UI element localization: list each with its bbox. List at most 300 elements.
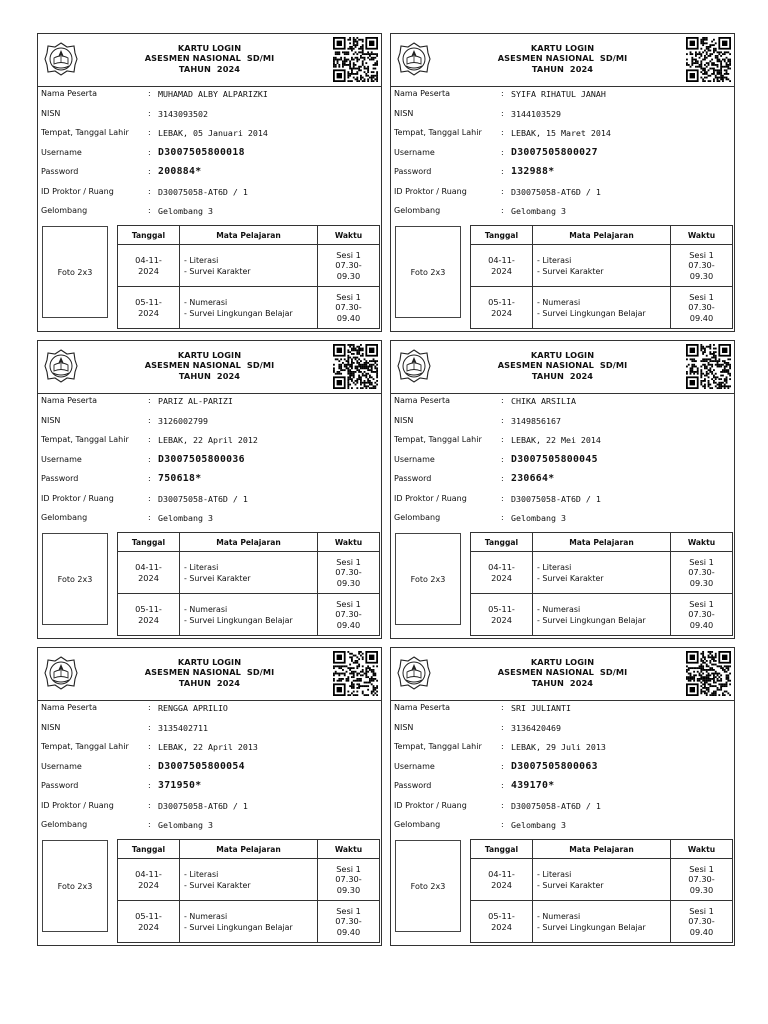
mapel-line: - Literasi: [537, 562, 572, 572]
label-nama: Nama Peserta: [41, 703, 98, 712]
schedule-row: [118, 859, 380, 901]
header-tanggal: Tanggal: [118, 226, 180, 245]
separator: :: [148, 186, 151, 196]
header-tanggal: Tanggal: [118, 840, 180, 859]
photo-placeholder: [42, 533, 108, 625]
label-ttl: Tempat, Tanggal Lahir: [41, 742, 129, 751]
waktu-line: 09.30: [336, 270, 361, 281]
value-nisn: 3136420469: [511, 722, 561, 733]
label-gelombang: Gelombang: [394, 513, 441, 522]
value-gelombang: Gelombang 3: [511, 820, 566, 830]
card-title: [38, 657, 381, 688]
login-card: [37, 33, 382, 332]
photo-label: Foto 2x3: [57, 267, 93, 277]
card-header: [38, 648, 381, 701]
cell-waktu: [318, 901, 380, 943]
title-line-3: TAHUN 2024: [178, 63, 241, 74]
card-title: [38, 43, 381, 74]
value-proktor: D30075058-AT6D / 1: [511, 493, 601, 504]
schedule-row: [471, 594, 733, 636]
waktu-line: 07.30-: [688, 874, 715, 885]
mapel-line: - Survei Lingkungan Belajar: [184, 308, 293, 318]
waktu-line: 09.40: [336, 619, 361, 630]
label-ttl: Tempat, Tanggal Lahir: [394, 128, 482, 137]
mapel-line: - Literasi: [184, 869, 219, 879]
label-gelombang: Gelombang: [41, 206, 88, 215]
separator: :: [148, 800, 151, 810]
waktu-line: Sesi 1: [336, 598, 361, 609]
separator: :: [501, 474, 504, 483]
login-card: [390, 33, 735, 332]
separator: :: [148, 781, 151, 790]
header-mapel: Mata Pelajaran: [533, 226, 671, 245]
mapel-line: - Survei Lingkungan Belajar: [537, 922, 646, 932]
title-line-1: KARTU LOGIN: [530, 43, 595, 53]
schedule-header-row: [118, 226, 380, 245]
label-password: Password: [41, 167, 79, 176]
cell-mapel: [533, 594, 671, 636]
mapel-line: - Literasi: [537, 869, 572, 879]
separator: :: [148, 493, 151, 503]
label-proktor: ID Proktor / Ruang: [394, 800, 467, 810]
label-username: Username: [41, 454, 82, 464]
waktu-line: 07.30-: [688, 302, 715, 313]
separator: :: [501, 435, 504, 444]
cell-mapel: [180, 552, 318, 594]
schedule-table: [470, 839, 733, 943]
waktu-line: Sesi 1: [689, 863, 714, 874]
qr-code-icon: [333, 344, 378, 389]
title-line-1: KARTU LOGIN: [530, 657, 595, 667]
label-nama: Nama Peserta: [394, 703, 451, 712]
label-ttl: Tempat, Tanggal Lahir: [394, 435, 482, 444]
title-line-2: ASESMEN NASIONAL SD/MI: [144, 53, 275, 64]
separator: :: [501, 761, 504, 771]
tanggal-line: 2024: [491, 265, 512, 276]
cell-waktu: [671, 859, 733, 901]
tanggal-line: 2024: [491, 572, 512, 583]
photo-label: Foto 2x3: [410, 267, 446, 277]
title-line-2: ASESMEN NASIONAL SD/MI: [497, 360, 628, 371]
value-password: 371950*: [158, 780, 202, 791]
tanggal-line: 05-11-: [135, 296, 162, 307]
header-mapel: Mata Pelajaran: [180, 533, 318, 552]
cell-waktu: [318, 287, 380, 329]
schedule-table: [117, 225, 380, 329]
value-nisn: 3149856167: [511, 415, 561, 426]
waktu-line: 07.30-: [335, 302, 362, 313]
label-nisn: NISN: [41, 108, 61, 118]
cell-tanggal: [118, 287, 180, 329]
qr-code-icon: [333, 651, 378, 696]
value-nama: CHIKA ARSILIA: [511, 396, 576, 406]
qr-code-icon: [333, 37, 378, 82]
cell-mapel: [180, 594, 318, 636]
separator: :: [148, 167, 151, 176]
waktu-line: 07.30-: [335, 874, 362, 885]
waktu-line: 09.40: [336, 926, 361, 937]
mapel-line: - Numerasi: [184, 297, 228, 307]
cell-mapel: [180, 245, 318, 287]
mapel-line: - Survei Lingkungan Belajar: [184, 922, 293, 932]
header-waktu: Waktu: [318, 840, 380, 859]
separator: :: [501, 493, 504, 503]
value-proktor: D30075058-AT6D / 1: [511, 800, 601, 811]
schedule-row: [471, 552, 733, 594]
label-nisn: NISN: [41, 722, 61, 732]
schedule-row: [118, 594, 380, 636]
schedule-row: [118, 287, 380, 329]
tanggal-line: 2024: [491, 921, 512, 932]
tanggal-line: 2024: [491, 307, 512, 318]
tanggal-line: 05-11-: [135, 603, 162, 614]
waktu-line: 07.30-: [688, 567, 715, 578]
value-username: D3007505800027: [511, 146, 598, 158]
waktu-line: 09.40: [336, 312, 361, 323]
waktu-line: Sesi 1: [336, 863, 361, 874]
label-gelombang: Gelombang: [394, 820, 441, 829]
schedule-header-row: [471, 840, 733, 859]
photo-label: Foto 2x3: [57, 574, 93, 584]
qr-code-icon: [686, 651, 731, 696]
mapel-line: - Survei Karakter: [537, 880, 604, 890]
waktu-line: Sesi 1: [689, 905, 714, 916]
cell-tanggal: [118, 245, 180, 287]
mapel-line: - Numerasi: [537, 604, 581, 614]
value-gelombang: Gelombang 3: [158, 206, 213, 216]
cell-waktu: [318, 594, 380, 636]
waktu-line: 07.30-: [335, 260, 362, 271]
separator: :: [148, 435, 151, 444]
value-password: 200884*: [158, 166, 202, 177]
separator: :: [148, 128, 151, 137]
card-title: [391, 657, 734, 688]
mapel-line: - Survei Karakter: [537, 573, 604, 583]
waktu-line: 09.30: [689, 577, 714, 588]
header-mapel: Mata Pelajaran: [180, 840, 318, 859]
label-nisn: NISN: [394, 108, 414, 118]
schedule-table: [470, 225, 733, 329]
tanggal-line: 2024: [138, 614, 159, 625]
waktu-line: 09.30: [689, 884, 714, 895]
tanggal-line: 05-11-: [488, 603, 515, 614]
mapel-line: - Survei Karakter: [184, 266, 251, 276]
value-nama: RENGGA APRILIO: [158, 703, 228, 713]
label-nama: Nama Peserta: [41, 89, 98, 98]
separator: :: [148, 722, 151, 732]
tanggal-line: 2024: [491, 879, 512, 890]
waktu-line: 09.40: [689, 312, 714, 323]
cell-tanggal: [118, 901, 180, 943]
photo-label: Foto 2x3: [410, 881, 446, 891]
label-nama: Nama Peserta: [41, 396, 98, 405]
schedule-header-row: [118, 840, 380, 859]
separator: :: [148, 761, 151, 771]
header-waktu: Waktu: [671, 533, 733, 552]
waktu-line: Sesi 1: [336, 291, 361, 302]
value-username: D3007505800054: [158, 760, 245, 772]
mapel-line: - Survei Karakter: [537, 266, 604, 276]
card-title: [391, 350, 734, 381]
tanggal-line: 04-11-: [488, 561, 515, 572]
title-line-1: KARTU LOGIN: [177, 657, 242, 667]
value-nisn: 3126002799: [158, 415, 208, 426]
cell-tanggal: [118, 859, 180, 901]
card-title: [391, 43, 734, 74]
separator: :: [148, 513, 151, 522]
title-line-3: TAHUN 2024: [178, 370, 241, 381]
waktu-line: Sesi 1: [689, 249, 714, 260]
card-header: [391, 34, 734, 87]
value-nama: SYIFA RIHATUL JANAH: [511, 89, 606, 99]
title-line-1: KARTU LOGIN: [177, 43, 242, 53]
value-username: D3007505800018: [158, 146, 245, 158]
value-ttl: LEBAK, 29 Juli 2013: [511, 742, 606, 752]
tanggal-line: 2024: [138, 265, 159, 276]
tanggal-line: 2024: [138, 572, 159, 583]
label-gelombang: Gelombang: [41, 513, 88, 522]
photo-placeholder: [395, 533, 461, 625]
value-nama: PARIZ AL-PARIZI: [158, 396, 233, 406]
title-line-2: ASESMEN NASIONAL SD/MI: [144, 667, 275, 678]
separator: :: [148, 474, 151, 483]
card-header: [391, 341, 734, 394]
cell-mapel: [533, 901, 671, 943]
label-username: Username: [394, 147, 435, 157]
separator: :: [501, 396, 504, 405]
login-card: [37, 340, 382, 639]
separator: :: [501, 722, 504, 732]
value-nama: SRI JULIANTI: [511, 703, 571, 713]
separator: :: [501, 513, 504, 522]
label-proktor: ID Proktor / Ruang: [41, 186, 114, 196]
cell-tanggal: [118, 552, 180, 594]
cell-waktu: [318, 552, 380, 594]
card-title: [38, 350, 381, 381]
tanggal-line: 05-11-: [135, 910, 162, 921]
cell-waktu: [671, 552, 733, 594]
label-username: Username: [394, 761, 435, 771]
cell-waktu: [318, 245, 380, 287]
header-tanggal: Tanggal: [118, 533, 180, 552]
card-header: [38, 341, 381, 394]
separator: :: [501, 820, 504, 829]
mapel-line: - Survei Lingkungan Belajar: [537, 615, 646, 625]
tanggal-line: 2024: [138, 921, 159, 932]
mapel-line: - Survei Lingkungan Belajar: [537, 308, 646, 318]
photo-placeholder: [395, 226, 461, 318]
value-ttl: LEBAK, 05 Januari 2014: [158, 128, 268, 138]
mapel-line: - Survei Lingkungan Belajar: [184, 615, 293, 625]
value-nisn: 3144103529: [511, 108, 561, 119]
cell-waktu: [671, 901, 733, 943]
value-password: 439170*: [511, 780, 555, 791]
value-username: D3007505800063: [511, 760, 598, 772]
waktu-line: Sesi 1: [336, 249, 361, 260]
tanggal-line: 04-11-: [135, 868, 162, 879]
header-tanggal: Tanggal: [471, 840, 533, 859]
value-password: 230664*: [511, 473, 555, 484]
title-line-1: KARTU LOGIN: [530, 350, 595, 360]
title-line-2: ASESMEN NASIONAL SD/MI: [144, 360, 275, 371]
value-password: 132988*: [511, 166, 555, 177]
cell-mapel: [533, 287, 671, 329]
separator: :: [148, 820, 151, 829]
label-gelombang: Gelombang: [41, 820, 88, 829]
schedule-row: [118, 245, 380, 287]
title-line-1: KARTU LOGIN: [177, 350, 242, 360]
waktu-line: 07.30-: [335, 916, 362, 927]
photo-placeholder: [395, 840, 461, 932]
label-ttl: Tempat, Tanggal Lahir: [41, 128, 129, 137]
cell-waktu: [671, 594, 733, 636]
mapel-line: - Numerasi: [184, 911, 228, 921]
schedule-row: [471, 859, 733, 901]
label-nama: Nama Peserta: [394, 89, 451, 98]
value-ttl: LEBAK, 15 Maret 2014: [511, 128, 611, 138]
separator: :: [148, 108, 151, 118]
title-line-2: ASESMEN NASIONAL SD/MI: [497, 667, 628, 678]
waktu-line: 07.30-: [335, 609, 362, 620]
separator: :: [501, 800, 504, 810]
separator: :: [148, 454, 151, 464]
label-password: Password: [394, 781, 432, 790]
separator: :: [148, 147, 151, 157]
separator: :: [501, 415, 504, 425]
header-mapel: Mata Pelajaran: [180, 226, 318, 245]
header-mapel: Mata Pelajaran: [533, 840, 671, 859]
waktu-line: 09.40: [689, 619, 714, 630]
separator: :: [501, 454, 504, 464]
mapel-line: - Survei Karakter: [184, 573, 251, 583]
label-proktor: ID Proktor / Ruang: [41, 800, 114, 810]
value-proktor: D30075058-AT6D / 1: [158, 186, 248, 197]
label-nama: Nama Peserta: [394, 396, 451, 405]
mapel-line: - Literasi: [184, 255, 219, 265]
cell-waktu: [318, 859, 380, 901]
schedule-row: [471, 245, 733, 287]
cell-mapel: [533, 859, 671, 901]
mapel-line: - Literasi: [184, 562, 219, 572]
value-username: D3007505800045: [511, 453, 598, 465]
separator: :: [148, 415, 151, 425]
title-line-3: TAHUN 2024: [531, 370, 594, 381]
waktu-line: Sesi 1: [689, 556, 714, 567]
separator: :: [501, 108, 504, 118]
label-username: Username: [41, 147, 82, 157]
photo-label: Foto 2x3: [410, 574, 446, 584]
schedule-row: [471, 287, 733, 329]
mapel-line: - Survei Karakter: [184, 880, 251, 890]
schedule-row: [118, 552, 380, 594]
tanggal-line: 05-11-: [488, 296, 515, 307]
cell-tanggal: [471, 594, 533, 636]
cell-mapel: [533, 245, 671, 287]
label-password: Password: [394, 474, 432, 483]
mapel-line: - Numerasi: [537, 911, 581, 921]
value-nisn: 3135402711: [158, 722, 208, 733]
cell-tanggal: [471, 552, 533, 594]
photo-label: Foto 2x3: [57, 881, 93, 891]
cell-tanggal: [471, 901, 533, 943]
photo-placeholder: [42, 840, 108, 932]
waktu-line: 07.30-: [335, 567, 362, 578]
schedule-table: [117, 532, 380, 636]
value-ttl: LEBAK, 22 Mei 2014: [511, 435, 601, 445]
label-nisn: NISN: [394, 415, 414, 425]
qr-code-icon: [686, 344, 731, 389]
cell-mapel: [180, 859, 318, 901]
separator: :: [501, 128, 504, 137]
separator: :: [148, 396, 151, 405]
label-nisn: NISN: [41, 415, 61, 425]
separator: :: [501, 742, 504, 751]
value-gelombang: Gelombang 3: [511, 206, 566, 216]
title-line-3: TAHUN 2024: [178, 677, 241, 688]
waktu-line: 09.30: [689, 270, 714, 281]
cell-tanggal: [118, 594, 180, 636]
qr-code-icon: [686, 37, 731, 82]
cell-mapel: [533, 552, 671, 594]
cell-waktu: [671, 287, 733, 329]
separator: :: [501, 206, 504, 215]
label-proktor: ID Proktor / Ruang: [394, 493, 467, 503]
label-ttl: Tempat, Tanggal Lahir: [394, 742, 482, 751]
label-gelombang: Gelombang: [394, 206, 441, 215]
value-gelombang: Gelombang 3: [511, 513, 566, 523]
schedule-header-row: [471, 533, 733, 552]
login-card: [37, 647, 382, 946]
separator: :: [148, 742, 151, 751]
tanggal-line: 04-11-: [135, 561, 162, 572]
tanggal-line: 05-11-: [488, 910, 515, 921]
schedule-header-row: [471, 226, 733, 245]
card-header: [391, 648, 734, 701]
header-waktu: Waktu: [318, 533, 380, 552]
mapel-line: - Numerasi: [184, 604, 228, 614]
cell-tanggal: [471, 245, 533, 287]
tanggal-line: 2024: [138, 307, 159, 318]
header-waktu: Waktu: [318, 226, 380, 245]
cell-mapel: [180, 287, 318, 329]
schedule-table: [117, 839, 380, 943]
header-mapel: Mata Pelajaran: [533, 533, 671, 552]
separator: :: [148, 206, 151, 215]
value-gelombang: Gelombang 3: [158, 513, 213, 523]
value-password: 750618*: [158, 473, 202, 484]
login-card: [390, 340, 735, 639]
title-line-2: ASESMEN NASIONAL SD/MI: [497, 53, 628, 64]
header-tanggal: Tanggal: [471, 533, 533, 552]
separator: :: [501, 703, 504, 712]
tanggal-line: 04-11-: [135, 254, 162, 265]
value-username: D3007505800036: [158, 453, 245, 465]
tanggal-line: 2024: [491, 614, 512, 625]
label-username: Username: [41, 761, 82, 771]
separator: :: [148, 703, 151, 712]
schedule-header-row: [118, 533, 380, 552]
label-password: Password: [41, 474, 79, 483]
separator: :: [501, 89, 504, 98]
waktu-line: 09.30: [336, 577, 361, 588]
mapel-line: - Literasi: [537, 255, 572, 265]
value-nisn: 3143093502: [158, 108, 208, 119]
separator: :: [501, 167, 504, 176]
title-line-3: TAHUN 2024: [531, 63, 594, 74]
waktu-line: 09.30: [336, 884, 361, 895]
tanggal-line: 04-11-: [488, 868, 515, 879]
cell-tanggal: [471, 859, 533, 901]
